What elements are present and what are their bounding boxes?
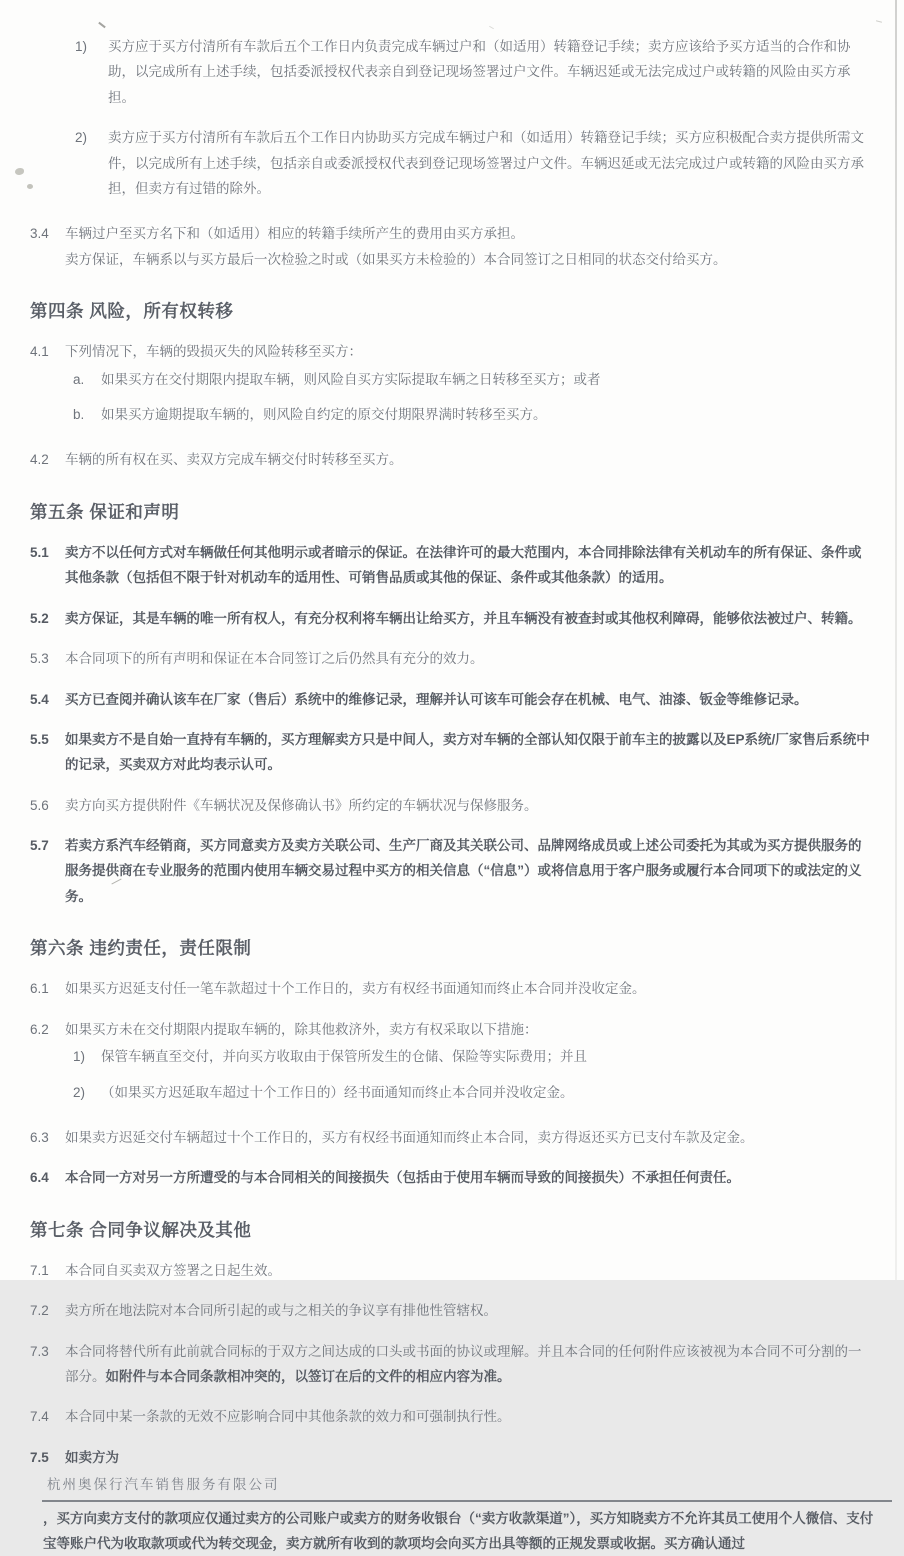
list-text: 卖方应于买方付清所有车款后五个工作日内协助买方完成车辆过户和（如适用）转籍登记手续；买方应积极配合卖方提供所需文件，以完成所有上述手续，包括亲自或委派授权代表到登记现场签署过户文件。车辆迟延或无法完成过户或转籍的风险由买方承担，但卖方有过错的除外。 (108, 125, 874, 201)
paper-edge-shadow (895, 0, 897, 1280)
clause-text: 车辆过户至买方名下和（如适用）相应的转籍手续所产生的费用由买方承担。 (65, 221, 874, 246)
fill-in-rule-line (42, 1499, 892, 1502)
section-5-heading: 第五条 保证和声明 (30, 499, 874, 525)
clause-5-6 (30, 793, 874, 818)
clause-number: 5.4 (30, 687, 65, 712)
subclause-text: 如果买方在交付期限内提取车辆，则风险自买方实际提取车辆之日转移至买方；或者 (101, 367, 874, 392)
clause-number: 7.2 (30, 1298, 65, 1323)
clause-7-4 (30, 1404, 874, 1429)
clause-5-5 (30, 727, 874, 778)
subclause-text: （如果买方迟延取车超过十个工作日的）经书面通知而终止本合同并没收定金。 (101, 1080, 874, 1105)
clause-text: 下列情况下，车辆的毁损灭失的风险转移至买方： (65, 339, 874, 364)
clause-6-4 (30, 1165, 874, 1190)
clause-number: 6.3 (30, 1125, 65, 1150)
clause-7-5 (30, 1445, 874, 1470)
subclause-number: 1) (73, 1044, 101, 1069)
subclause-text: 如果买方逾期提取车辆的，则风险自约定的原交付期限界满时转移至买方。 (101, 402, 874, 427)
seller-company-name: 杭州奥保行汽车销售服务有限公司 (47, 1472, 874, 1497)
clause-text: 如果卖方不是自始一直持有车辆的，买方理解卖方只是中间人，卖方对车辆的全部认知仅限于前车主的披露以及EP系统/厂家售后系统中的记录，买卖双方对此均表示认可。 (65, 727, 874, 778)
clause-text-normal: 本合同将替代所有此前就合同标的于双方之间达成的口头或书面的协议或理解。并且本合同的任何附件应该被视为本合同不可分割的一部分。 (65, 1344, 862, 1384)
clause-text: 如果买方迟延支付任一笔车款超过十个工作日的，卖方有权经书面通知而终止本合同并没收定金。 (65, 976, 874, 1001)
clause-text: 本合同自买卖双方签署之日起生效。 (65, 1258, 874, 1283)
clause-text: 卖方不以任何方式对车辆做任何其他明示或者暗示的保证。在法律许可的最大范围内，本合同排除法律有关机动车的所有保证、条件或其他条款（包括但不限于针对机动车的适用性、可销售品质或其他的保证、条件或其他条款）的适用。 (65, 540, 874, 591)
subclause-text: 保管车辆直至交付，并向买方收取由于保管所发生的仓储、保险等实际费用；并且 (101, 1044, 874, 1069)
clause-text: 卖方向买方提供附件《车辆状况及保修确认书》所约定的车辆状况与保修服务。 (65, 793, 874, 818)
clause-6-3 (30, 1125, 874, 1150)
subclause-number: a. (73, 367, 101, 392)
clause-7-5-closing-text: ，买方向卖方支付的款项应仅通过卖方的公司账户或卖方的财务收银台（“卖方收款渠道”），买方知晓卖方不允许其员工使用个人微信、支付宝等账户代为收取款项或代为转交现金，卖方就所有收到的款项均会向买方出具等额的正规发票或收据。买方确认通过 (43, 1506, 880, 1556)
clause-number: 5.3 (30, 646, 65, 671)
clause-label: 如卖方为 (65, 1445, 874, 1470)
section-7-heading: 第七条 合同争议解决及其他 (30, 1217, 874, 1243)
list-item-1 (30, 34, 874, 110)
subclause-a (65, 367, 874, 392)
clause-5-4 (30, 687, 874, 712)
clause-text-bold: 如附件与本合同条款相冲突的，以签订在后的文件的相应内容为准。 (106, 1369, 511, 1384)
clause-number: 7.3 (30, 1339, 65, 1364)
clause-text: 车辆的所有权在买、卖双方完成车辆交付时转移至买方。 (65, 447, 874, 472)
subclause-2 (65, 1080, 874, 1105)
clause-7-3 (30, 1339, 874, 1390)
clause-number: 5.5 (30, 727, 65, 752)
clause-number: 5.6 (30, 793, 65, 818)
clause-text: 如果卖方迟延交付车辆超过十个工作日的，买方有权经书面通知而终止本合同，卖方得返还买方已支付车款及定金。 (65, 1125, 874, 1150)
list-text: 买方应于买方付清所有车款后五个工作日内负责完成车辆过户和（如适用）转籍登记手续；卖方应该给予买方适当的合作和协助，以完成所有上述手续，包括委派授权代表亲自到登记现场签署过户文件。车辆迟延或无法完成过户或转籍的风险由买方承担。 (108, 34, 874, 110)
clause-number: 7.5 (30, 1445, 65, 1470)
section-6-heading: 第六条 违约责任，责任限制 (30, 935, 874, 961)
clause-text: 本合同一方对另一方所遭受的与本合同相关的间接损失（包括由于使用车辆而导致的间接损失）不承担任何责任。 (65, 1165, 874, 1190)
list-number: 2) (75, 125, 108, 150)
clause-6-1 (30, 976, 874, 1001)
clause-text: 本合同中某一条款的无效不应影响合同中其他条款的效力和可强制执行性。 (65, 1404, 874, 1429)
clause-text: 卖方所在地法院对本合同所引起的或与之相关的争议享有排他性管辖权。 (65, 1298, 874, 1323)
clause-number: 6.4 (30, 1165, 65, 1190)
subclause-b (65, 402, 874, 427)
clause-4-1 (30, 339, 874, 427)
section-4-heading: 第四条 风险，所有权转移 (30, 298, 874, 324)
clause-text: 如果买方未在交付期限内提取车辆的，除其他救济外，卖方有权采取以下措施： (65, 1017, 874, 1042)
clause-text: 买方已查阅并确认该车在厂家（售后）系统中的维修记录，理解并认可该车可能会存在机械、电气、油漆、钣金等维修记录。 (65, 687, 874, 712)
clause-5-1 (30, 540, 874, 591)
clause-number: 4.2 (30, 447, 65, 472)
clause-6-2 (30, 1017, 874, 1105)
clause-5-2 (30, 606, 874, 631)
clause-text: 卖方保证，其是车辆的唯一所有权人，有充分权利将车辆出让给买方，并且车辆没有被查封或其他权利障碍，能够依法被过户、转籍。 (65, 606, 874, 631)
list-item-2 (30, 125, 874, 201)
clause-5-7 (30, 833, 874, 909)
clause-text: 本合同项下的所有声明和保证在本合同签订之后仍然具有充分的效力。 (65, 646, 874, 671)
clause-4-2 (30, 447, 874, 472)
clause-text (65, 1339, 874, 1390)
subclause-number: b. (73, 402, 101, 427)
clause-5-3 (30, 646, 874, 671)
clause-text: 卖方保证，车辆系以与买方最后一次检验之时或（如果买方未检验的）本合同签订之日相同的状态交付给买方。 (65, 247, 874, 272)
clause-text: 若卖方系汽车经销商，买方同意卖方及卖方关联公司、生产厂商及其关联公司、品牌网络成员或上述公司委托为其或为买方提供服务的服务提供商在专业服务的范围内使用车辆交易过程中买方的相关信息（“信息”）或将信息用于客户服务或履行本合同项下的或法定的义务。 (65, 833, 874, 909)
clause-7-2 (30, 1298, 874, 1323)
clause-number: 5.1 (30, 540, 65, 565)
clause-number: 5.7 (30, 833, 65, 858)
clause-number: 4.1 (30, 339, 65, 364)
list-number: 1) (75, 34, 108, 59)
clause-3-4 (30, 221, 874, 272)
clause-number: 6.1 (30, 976, 65, 1001)
clause-number: 7.1 (30, 1258, 65, 1283)
clause-number: 3.4 (30, 221, 65, 246)
clause-number: 7.4 (30, 1404, 65, 1429)
clause-7-1 (30, 1258, 874, 1283)
clause-number: 6.2 (30, 1017, 65, 1042)
subclause-1 (65, 1044, 874, 1069)
clause-number: 5.2 (30, 606, 65, 631)
subclause-number: 2) (73, 1080, 101, 1105)
